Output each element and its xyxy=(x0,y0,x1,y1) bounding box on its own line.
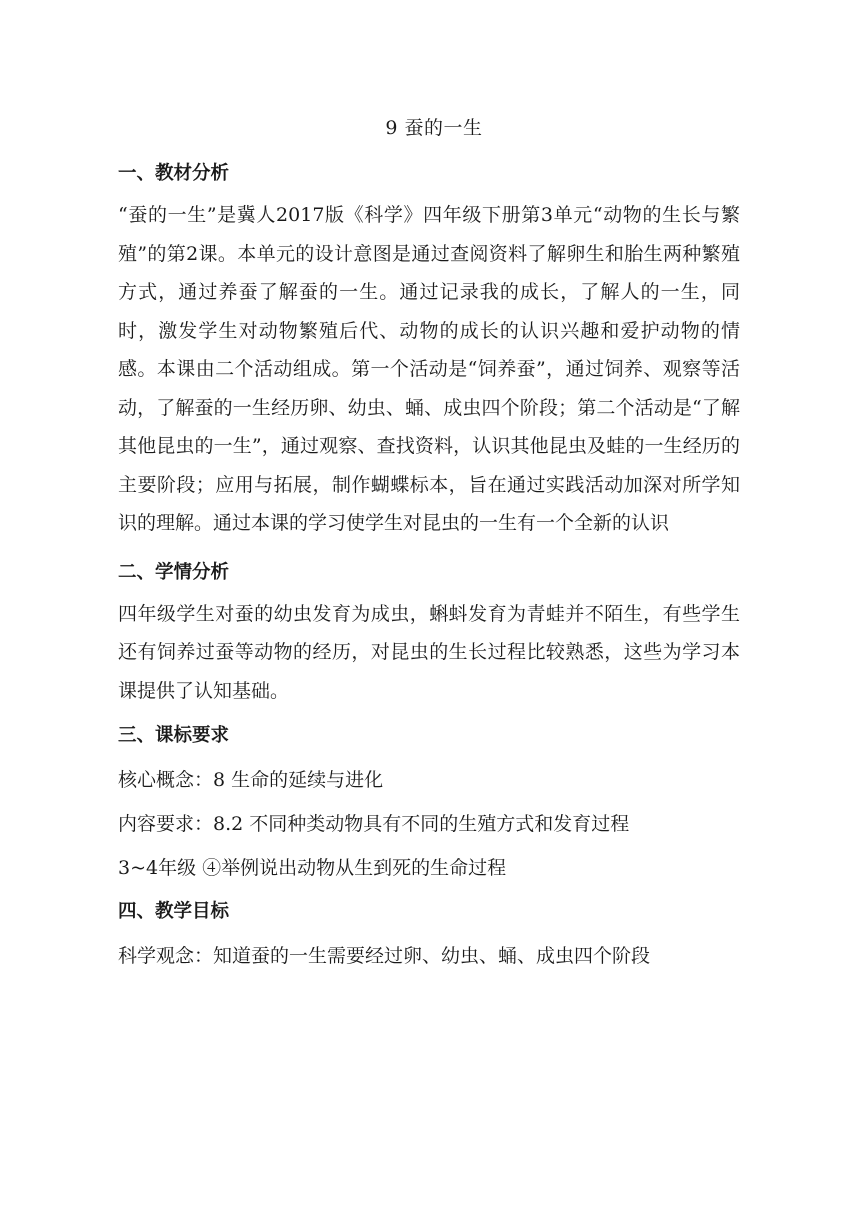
section-heading-textbook-analysis: 一、教材分析 xyxy=(118,163,230,184)
grade-requirement-line: 3~4年级 ④举例说出动物从生到死的生命过程 xyxy=(118,857,507,879)
section-heading-student-analysis: 二、学情分析 xyxy=(118,561,230,583)
section-body-textbook-analysis: “蚕的一生”是冀人2017版《科学》四年级下册第3单元“动物的生长与繁殖”的第2课。本单元的设计意图是通过查阅资料了解卵生和胎生两种繁殖方式，通过养蚕了解蚕的一生。通过记录我的成长，了解人的一生，同时，激发学生对动物繁殖后代、动物的成长的认识兴趣和爱护动物的情感。本课由二个活动组成。第一个活动是“饲养蚕”，通过饲养、观察等活动，了解蚕的一生经历卵、幼虫、蛹、成虫四个阶段；第二个活动是“了解其他昆虫的一生”，通过观察、查找资料，认识其他昆虫及蛙的一生经历的主要阶段；应用与拓展，制作蝴蝶标本，旨在通过实践活动加深对所学知识的理解。通过本课的学习使学生对昆虫的一生有一个全新的认识 xyxy=(118,204,740,534)
core-concept-line: 核心概念：8 生命的延续与进化 xyxy=(118,769,384,791)
document-title: 9 蚕的一生 xyxy=(385,117,483,139)
content-requirement-line: 内容要求：8.2 不同种类动物具有不同的生殖方式和发育过程 xyxy=(118,813,630,835)
document-page xyxy=(118,104,740,978)
science-concept-line: 科学观念：知道蚕的一生需要经过卵、幼虫、蛹、成虫四个阶段 xyxy=(118,945,651,967)
section-heading-curriculum-requirements: 三、课标要求 xyxy=(118,725,230,746)
section-heading-teaching-objectives: 四、教学目标 xyxy=(118,901,230,922)
section-body-student-analysis: 四年级学生对蚕的幼虫发育为成虫，蝌蚪发育为青蛙并不陌生，有些学生还有饲养过蚕等动物的经历，对昆虫的生长过程比较熟悉，这些为学习本课提供了认知基础。 xyxy=(118,602,740,702)
